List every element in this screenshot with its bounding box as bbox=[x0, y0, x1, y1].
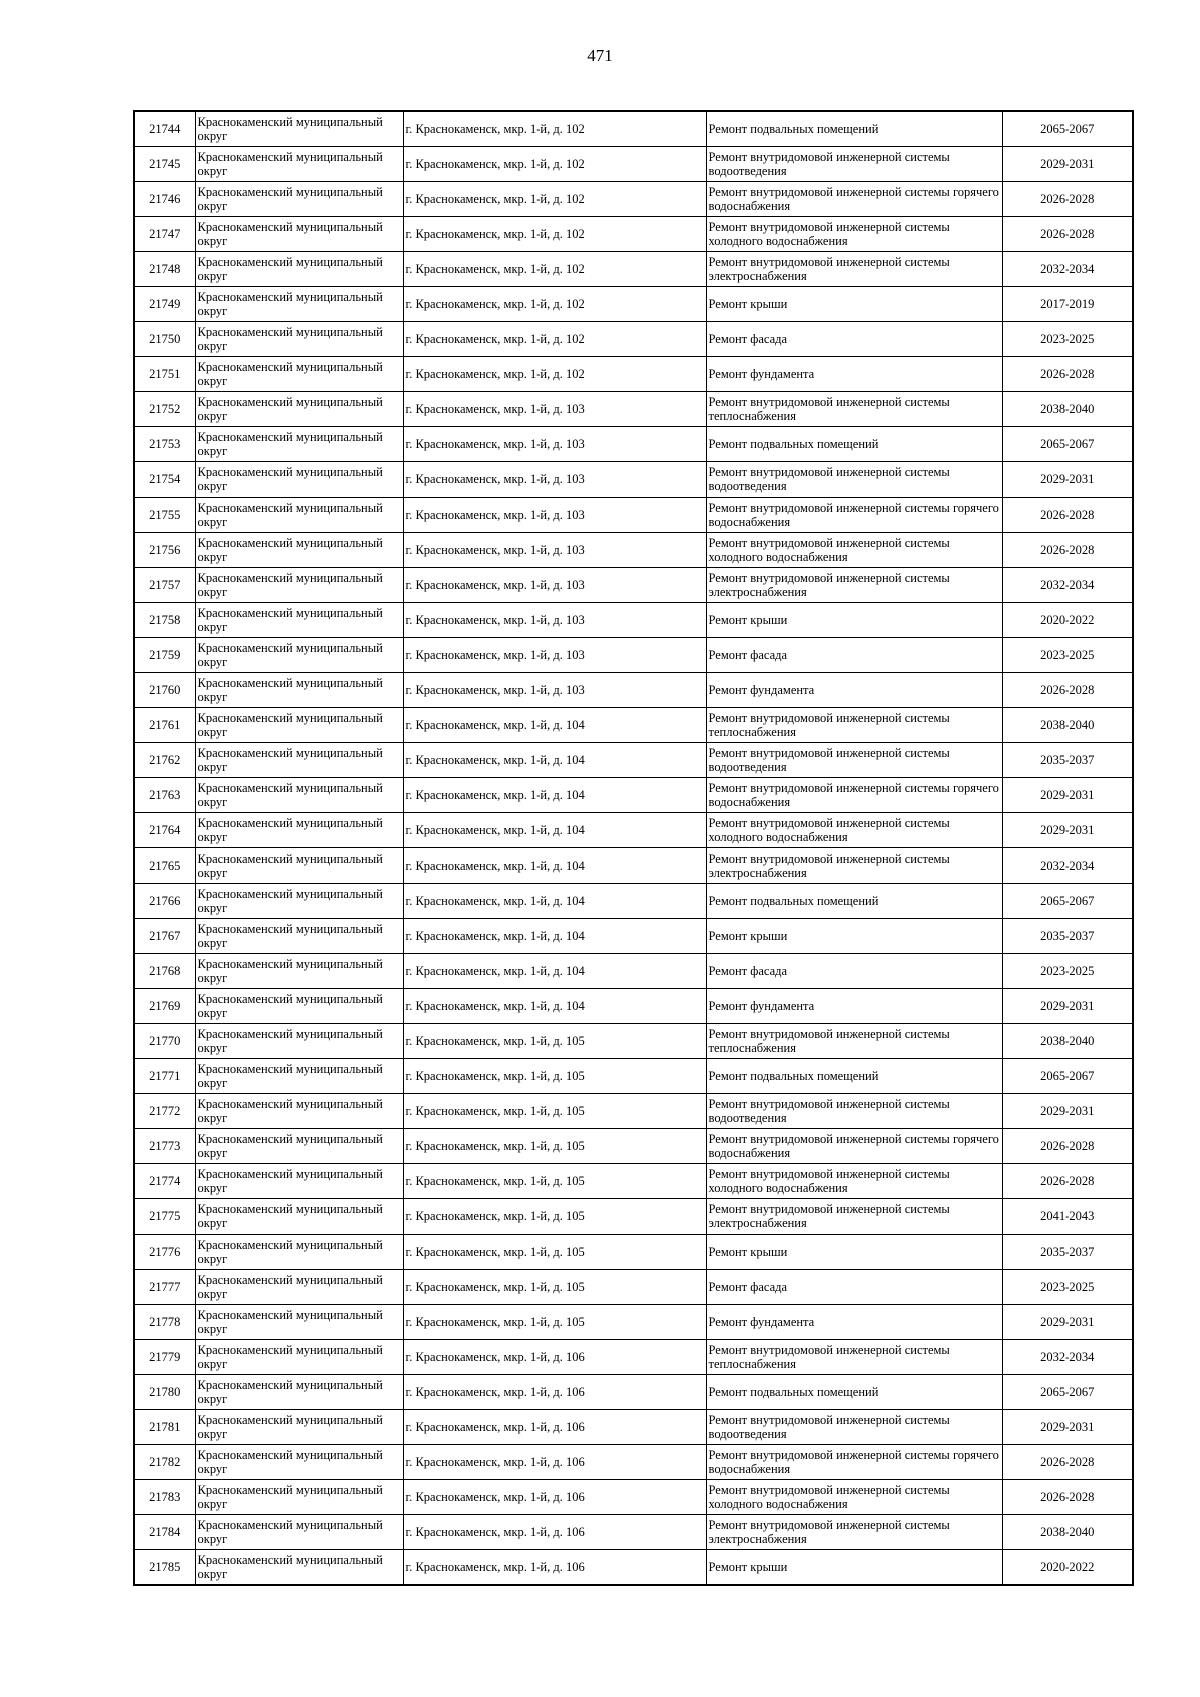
address-cell: г. Краснокаменск, мкр. 1-й, д. 104 bbox=[403, 988, 706, 1023]
table-row bbox=[134, 181, 1133, 216]
address-cell: г. Краснокаменск, мкр. 1-й, д. 103 bbox=[403, 497, 706, 532]
work-type-cell: Ремонт подвальных помещений bbox=[706, 883, 1002, 918]
address-cell: г. Краснокаменск, мкр. 1-й, д. 104 bbox=[403, 778, 706, 813]
work-type-cell: Ремонт крыши bbox=[706, 286, 1002, 321]
work-type-cell: Ремонт внутридомовой инженерной системы водоотведения bbox=[706, 146, 1002, 181]
district-cell: Краснокаменский муниципальный округ bbox=[195, 462, 403, 497]
period-cell: 2029-2031 bbox=[1002, 1094, 1133, 1129]
work-type-cell: Ремонт внутридомовой инженерной системы холодного водоснабжения bbox=[706, 813, 1002, 848]
row-number-cell: 21772 bbox=[134, 1094, 195, 1129]
work-type-cell: Ремонт внутридомовой инженерной системы горячего водоснабжения bbox=[706, 1129, 1002, 1164]
work-type-cell: Ремонт крыши bbox=[706, 918, 1002, 953]
address-cell: г. Краснокаменск, мкр. 1-й, д. 102 bbox=[403, 251, 706, 286]
period-cell: 2029-2031 bbox=[1002, 988, 1133, 1023]
district-cell: Краснокаменский муниципальный округ bbox=[195, 848, 403, 883]
period-cell: 2023-2025 bbox=[1002, 322, 1133, 357]
row-number-cell: 21763 bbox=[134, 778, 195, 813]
row-number-cell: 21762 bbox=[134, 743, 195, 778]
period-cell: 2026-2028 bbox=[1002, 1445, 1133, 1480]
table-row bbox=[134, 462, 1133, 497]
district-cell: Краснокаменский муниципальный округ bbox=[195, 708, 403, 743]
work-type-cell: Ремонт внутридомовой инженерной системы холодного водоснабжения bbox=[706, 1164, 1002, 1199]
district-cell: Краснокаменский муниципальный округ bbox=[195, 1199, 403, 1234]
work-type-cell: Ремонт внутридомовой инженерной системы холодного водоснабжения bbox=[706, 216, 1002, 251]
address-cell: г. Краснокаменск, мкр. 1-й, д. 102 bbox=[403, 322, 706, 357]
row-number-cell: 21754 bbox=[134, 462, 195, 497]
district-cell: Краснокаменский муниципальный округ bbox=[195, 181, 403, 216]
table-row bbox=[134, 778, 1133, 813]
work-type-cell: Ремонт внутридомовой инженерной системы водоотведения bbox=[706, 1094, 1002, 1129]
row-number-cell: 21785 bbox=[134, 1550, 195, 1585]
period-cell: 2020-2022 bbox=[1002, 602, 1133, 637]
address-cell: г. Краснокаменск, мкр. 1-й, д. 105 bbox=[403, 1023, 706, 1058]
row-number-cell: 21781 bbox=[134, 1409, 195, 1444]
period-cell: 2029-2031 bbox=[1002, 778, 1133, 813]
address-cell: г. Краснокаменск, мкр. 1-й, д. 104 bbox=[403, 953, 706, 988]
address-cell: г. Краснокаменск, мкр. 1-й, д. 106 bbox=[403, 1445, 706, 1480]
work-type-cell: Ремонт фундамента bbox=[706, 1304, 1002, 1339]
work-type-cell: Ремонт внутридомовой инженерной системы водоотведения bbox=[706, 462, 1002, 497]
district-cell: Краснокаменский муниципальный округ bbox=[195, 1164, 403, 1199]
table-row bbox=[134, 1339, 1133, 1374]
work-type-cell: Ремонт внутридомовой инженерной системы теплоснабжения bbox=[706, 1339, 1002, 1374]
address-cell: г. Краснокаменск, мкр. 1-й, д. 105 bbox=[403, 1304, 706, 1339]
period-cell: 2026-2028 bbox=[1002, 181, 1133, 216]
table-row bbox=[134, 813, 1133, 848]
row-number-cell: 21760 bbox=[134, 673, 195, 708]
district-cell: Краснокаменский муниципальный округ bbox=[195, 532, 403, 567]
period-cell: 2029-2031 bbox=[1002, 1304, 1133, 1339]
address-cell: г. Краснокаменск, мкр. 1-й, д. 106 bbox=[403, 1374, 706, 1409]
row-number-cell: 21774 bbox=[134, 1164, 195, 1199]
row-number-cell: 21784 bbox=[134, 1515, 195, 1550]
address-cell: г. Краснокаменск, мкр. 1-й, д. 103 bbox=[403, 673, 706, 708]
address-cell: г. Краснокаменск, мкр. 1-й, д. 102 bbox=[403, 357, 706, 392]
work-type-cell: Ремонт подвальных помещений bbox=[706, 427, 1002, 462]
row-number-cell: 21753 bbox=[134, 427, 195, 462]
district-cell: Краснокаменский муниципальный округ bbox=[195, 357, 403, 392]
row-number-cell: 21777 bbox=[134, 1269, 195, 1304]
period-cell: 2065-2067 bbox=[1002, 427, 1133, 462]
district-cell: Краснокаменский муниципальный округ bbox=[195, 392, 403, 427]
table-row bbox=[134, 708, 1133, 743]
period-cell: 2020-2022 bbox=[1002, 1550, 1133, 1585]
work-type-cell: Ремонт внутридомовой инженерной системы теплоснабжения bbox=[706, 392, 1002, 427]
work-type-cell: Ремонт подвальных помещений bbox=[706, 111, 1002, 146]
period-cell: 2023-2025 bbox=[1002, 637, 1133, 672]
address-cell: г. Краснокаменск, мкр. 1-й, д. 105 bbox=[403, 1234, 706, 1269]
work-type-cell: Ремонт внутридомовой инженерной системы электроснабжения bbox=[706, 1199, 1002, 1234]
district-cell: Краснокаменский муниципальный округ bbox=[195, 602, 403, 637]
address-cell: г. Краснокаменск, мкр. 1-й, д. 105 bbox=[403, 1129, 706, 1164]
address-cell: г. Краснокаменск, мкр. 1-й, д. 103 bbox=[403, 637, 706, 672]
row-number-cell: 21761 bbox=[134, 708, 195, 743]
district-cell: Краснокаменский муниципальный округ bbox=[195, 1445, 403, 1480]
page-number: 471 bbox=[587, 46, 613, 65]
row-number-cell: 21780 bbox=[134, 1374, 195, 1409]
address-cell: г. Краснокаменск, мкр. 1-й, д. 102 bbox=[403, 181, 706, 216]
period-cell: 2026-2028 bbox=[1002, 1480, 1133, 1515]
district-cell: Краснокаменский муниципальный округ bbox=[195, 1304, 403, 1339]
table-row bbox=[134, 1129, 1133, 1164]
row-number-cell: 21766 bbox=[134, 883, 195, 918]
period-cell: 2038-2040 bbox=[1002, 392, 1133, 427]
district-cell: Краснокаменский муниципальный округ bbox=[195, 497, 403, 532]
work-type-cell: Ремонт внутридомовой инженерной системы горячего водоснабжения bbox=[706, 497, 1002, 532]
period-cell: 2023-2025 bbox=[1002, 1269, 1133, 1304]
address-cell: г. Краснокаменск, мкр. 1-й, д. 106 bbox=[403, 1515, 706, 1550]
work-type-cell: Ремонт внутридомовой инженерной системы горячего водоснабжения bbox=[706, 778, 1002, 813]
address-cell: г. Краснокаменск, мкр. 1-й, д. 103 bbox=[403, 567, 706, 602]
table-row bbox=[134, 216, 1133, 251]
table-row bbox=[134, 953, 1133, 988]
table-row bbox=[134, 1374, 1133, 1409]
work-type-cell: Ремонт внутридомовой инженерной системы электроснабжения bbox=[706, 567, 1002, 602]
district-cell: Краснокаменский муниципальный округ bbox=[195, 567, 403, 602]
address-cell: г. Краснокаменск, мкр. 1-й, д. 106 bbox=[403, 1480, 706, 1515]
district-cell: Краснокаменский муниципальный округ bbox=[195, 1515, 403, 1550]
district-cell: Краснокаменский муниципальный округ bbox=[195, 322, 403, 357]
address-cell: г. Краснокаменск, мкр. 1-й, д. 102 bbox=[403, 216, 706, 251]
address-cell: г. Краснокаменск, мкр. 1-й, д. 103 bbox=[403, 427, 706, 462]
period-cell: 2029-2031 bbox=[1002, 1409, 1133, 1444]
table-row bbox=[134, 918, 1133, 953]
period-cell: 2026-2028 bbox=[1002, 497, 1133, 532]
address-cell: г. Краснокаменск, мкр. 1-й, д. 106 bbox=[403, 1409, 706, 1444]
work-type-cell: Ремонт фундамента bbox=[706, 673, 1002, 708]
district-cell: Краснокаменский муниципальный округ bbox=[195, 1269, 403, 1304]
district-cell: Краснокаменский муниципальный округ bbox=[195, 251, 403, 286]
district-cell: Краснокаменский муниципальный округ bbox=[195, 743, 403, 778]
period-cell: 2035-2037 bbox=[1002, 743, 1133, 778]
work-type-cell: Ремонт внутридомовой инженерной системы электроснабжения bbox=[706, 1515, 1002, 1550]
period-cell: 2035-2037 bbox=[1002, 918, 1133, 953]
address-cell: г. Краснокаменск, мкр. 1-й, д. 106 bbox=[403, 1339, 706, 1374]
address-cell: г. Краснокаменск, мкр. 1-й, д. 103 bbox=[403, 532, 706, 567]
row-number-cell: 21764 bbox=[134, 813, 195, 848]
district-cell: Краснокаменский муниципальный округ bbox=[195, 1550, 403, 1585]
row-number-cell: 21752 bbox=[134, 392, 195, 427]
district-cell: Краснокаменский муниципальный округ bbox=[195, 1129, 403, 1164]
row-number-cell: 21770 bbox=[134, 1023, 195, 1058]
work-type-cell: Ремонт фасада bbox=[706, 953, 1002, 988]
period-cell: 2065-2067 bbox=[1002, 1059, 1133, 1094]
address-cell: г. Краснокаменск, мкр. 1-й, д. 106 bbox=[403, 1550, 706, 1585]
period-cell: 2032-2034 bbox=[1002, 848, 1133, 883]
address-cell: г. Краснокаменск, мкр. 1-й, д. 104 bbox=[403, 918, 706, 953]
work-type-cell: Ремонт крыши bbox=[706, 1234, 1002, 1269]
district-cell: Краснокаменский муниципальный округ bbox=[195, 883, 403, 918]
district-cell: Краснокаменский муниципальный округ bbox=[195, 216, 403, 251]
work-type-cell: Ремонт внутридомовой инженерной системы теплоснабжения bbox=[706, 1023, 1002, 1058]
work-type-cell: Ремонт внутридомовой инженерной системы теплоснабжения bbox=[706, 708, 1002, 743]
work-type-cell: Ремонт внутридомовой инженерной системы холодного водоснабжения bbox=[706, 532, 1002, 567]
address-cell: г. Краснокаменск, мкр. 1-й, д. 104 bbox=[403, 813, 706, 848]
period-cell: 2026-2028 bbox=[1002, 357, 1133, 392]
row-number-cell: 21759 bbox=[134, 637, 195, 672]
address-cell: г. Краснокаменск, мкр. 1-й, д. 105 bbox=[403, 1059, 706, 1094]
work-type-cell: Ремонт внутридомовой инженерной системы холодного водоснабжения bbox=[706, 1480, 1002, 1515]
row-number-cell: 21755 bbox=[134, 497, 195, 532]
work-type-cell: Ремонт подвальных помещений bbox=[706, 1374, 1002, 1409]
period-cell: 2065-2067 bbox=[1002, 111, 1133, 146]
table-row bbox=[134, 1269, 1133, 1304]
period-cell: 2038-2040 bbox=[1002, 708, 1133, 743]
work-type-cell: Ремонт фасада bbox=[706, 637, 1002, 672]
table-row bbox=[134, 427, 1133, 462]
work-type-cell: Ремонт фасада bbox=[706, 1269, 1002, 1304]
table-row bbox=[134, 146, 1133, 181]
address-cell: г. Краснокаменск, мкр. 1-й, д. 103 bbox=[403, 462, 706, 497]
row-number-cell: 21782 bbox=[134, 1445, 195, 1480]
district-cell: Краснокаменский муниципальный округ bbox=[195, 1409, 403, 1444]
row-number-cell: 21756 bbox=[134, 532, 195, 567]
district-cell: Краснокаменский муниципальный округ bbox=[195, 427, 403, 462]
table-row bbox=[134, 392, 1133, 427]
work-type-cell: Ремонт фасада bbox=[706, 322, 1002, 357]
row-number-cell: 21751 bbox=[134, 357, 195, 392]
table-row bbox=[134, 1023, 1133, 1058]
row-number-cell: 21750 bbox=[134, 322, 195, 357]
row-number-cell: 21769 bbox=[134, 988, 195, 1023]
period-cell: 2029-2031 bbox=[1002, 813, 1133, 848]
row-number-cell: 21771 bbox=[134, 1059, 195, 1094]
district-cell: Краснокаменский муниципальный округ bbox=[195, 637, 403, 672]
district-cell: Краснокаменский муниципальный округ bbox=[195, 953, 403, 988]
table-row bbox=[134, 1409, 1133, 1444]
work-type-cell: Ремонт внутридомовой инженерной системы горячего водоснабжения bbox=[706, 181, 1002, 216]
table-row bbox=[134, 1164, 1133, 1199]
period-cell: 2065-2067 bbox=[1002, 883, 1133, 918]
period-cell: 2026-2028 bbox=[1002, 532, 1133, 567]
address-cell: г. Краснокаменск, мкр. 1-й, д. 105 bbox=[403, 1269, 706, 1304]
work-type-cell: Ремонт фундамента bbox=[706, 988, 1002, 1023]
work-type-cell: Ремонт подвальных помещений bbox=[706, 1059, 1002, 1094]
district-cell: Краснокаменский муниципальный округ bbox=[195, 146, 403, 181]
district-cell: Краснокаменский муниципальный округ bbox=[195, 918, 403, 953]
address-cell: г. Краснокаменск, мкр. 1-й, д. 105 bbox=[403, 1199, 706, 1234]
work-type-cell: Ремонт внутридомовой инженерной системы водоотведения bbox=[706, 743, 1002, 778]
address-cell: г. Краснокаменск, мкр. 1-й, д. 102 bbox=[403, 146, 706, 181]
repair-schedule-table bbox=[133, 110, 1134, 1586]
table-row bbox=[134, 1515, 1133, 1550]
period-cell: 2038-2040 bbox=[1002, 1023, 1133, 1058]
table-body bbox=[134, 111, 1133, 1585]
table-row bbox=[134, 286, 1133, 321]
work-type-cell: Ремонт внутридомовой инженерной системы горячего водоснабжения bbox=[706, 1445, 1002, 1480]
address-cell: г. Краснокаменск, мкр. 1-й, д. 104 bbox=[403, 883, 706, 918]
row-number-cell: 21779 bbox=[134, 1339, 195, 1374]
district-cell: Краснокаменский муниципальный округ bbox=[195, 778, 403, 813]
table-row bbox=[134, 357, 1133, 392]
row-number-cell: 21744 bbox=[134, 111, 195, 146]
period-cell: 2023-2025 bbox=[1002, 953, 1133, 988]
district-cell: Краснокаменский муниципальный округ bbox=[195, 111, 403, 146]
table-row bbox=[134, 1550, 1133, 1585]
row-number-cell: 21757 bbox=[134, 567, 195, 602]
period-cell: 2038-2040 bbox=[1002, 1515, 1133, 1550]
table-row bbox=[134, 532, 1133, 567]
address-cell: г. Краснокаменск, мкр. 1-й, д. 104 bbox=[403, 708, 706, 743]
district-cell: Краснокаменский муниципальный округ bbox=[195, 673, 403, 708]
period-cell: 2026-2028 bbox=[1002, 1129, 1133, 1164]
district-cell: Краснокаменский муниципальный округ bbox=[195, 988, 403, 1023]
table-row bbox=[134, 637, 1133, 672]
district-cell: Краснокаменский муниципальный округ bbox=[195, 1094, 403, 1129]
work-type-cell: Ремонт крыши bbox=[706, 602, 1002, 637]
period-cell: 2017-2019 bbox=[1002, 286, 1133, 321]
district-cell: Краснокаменский муниципальный округ bbox=[195, 1480, 403, 1515]
period-cell: 2032-2034 bbox=[1002, 1339, 1133, 1374]
table-row bbox=[134, 1445, 1133, 1480]
table-row bbox=[134, 848, 1133, 883]
work-type-cell: Ремонт внутридомовой инженерной системы водоотведения bbox=[706, 1409, 1002, 1444]
work-type-cell: Ремонт внутридомовой инженерной системы электроснабжения bbox=[706, 251, 1002, 286]
row-number-cell: 21745 bbox=[134, 146, 195, 181]
work-type-cell: Ремонт фундамента bbox=[706, 357, 1002, 392]
address-cell: г. Краснокаменск, мкр. 1-й, д. 105 bbox=[403, 1094, 706, 1129]
address-cell: г. Краснокаменск, мкр. 1-й, д. 103 bbox=[403, 602, 706, 637]
period-cell: 2026-2028 bbox=[1002, 1164, 1133, 1199]
period-cell: 2026-2028 bbox=[1002, 673, 1133, 708]
row-number-cell: 21765 bbox=[134, 848, 195, 883]
row-number-cell: 21775 bbox=[134, 1199, 195, 1234]
period-cell: 2029-2031 bbox=[1002, 462, 1133, 497]
table-row bbox=[134, 567, 1133, 602]
table-row bbox=[134, 988, 1133, 1023]
table-row bbox=[134, 497, 1133, 532]
table-row bbox=[134, 673, 1133, 708]
address-cell: г. Краснокаменск, мкр. 1-й, д. 104 bbox=[403, 743, 706, 778]
row-number-cell: 21783 bbox=[134, 1480, 195, 1515]
table-row bbox=[134, 1059, 1133, 1094]
address-cell: г. Краснокаменск, мкр. 1-й, д. 103 bbox=[403, 392, 706, 427]
row-number-cell: 21748 bbox=[134, 251, 195, 286]
address-cell: г. Краснокаменск, мкр. 1-й, д. 102 bbox=[403, 111, 706, 146]
district-cell: Краснокаменский муниципальный округ bbox=[195, 1374, 403, 1409]
period-cell: 2029-2031 bbox=[1002, 146, 1133, 181]
period-cell: 2065-2067 bbox=[1002, 1374, 1133, 1409]
row-number-cell: 21758 bbox=[134, 602, 195, 637]
table-row bbox=[134, 1304, 1133, 1339]
table-row bbox=[134, 1480, 1133, 1515]
work-type-cell: Ремонт крыши bbox=[706, 1550, 1002, 1585]
district-cell: Краснокаменский муниципальный округ bbox=[195, 1059, 403, 1094]
period-cell: 2041-2043 bbox=[1002, 1199, 1133, 1234]
work-type-cell: Ремонт внутридомовой инженерной системы электроснабжения bbox=[706, 848, 1002, 883]
row-number-cell: 21747 bbox=[134, 216, 195, 251]
row-number-cell: 21768 bbox=[134, 953, 195, 988]
table-row bbox=[134, 602, 1133, 637]
address-cell: г. Краснокаменск, мкр. 1-й, д. 105 bbox=[403, 1164, 706, 1199]
period-cell: 2026-2028 bbox=[1002, 216, 1133, 251]
table-row bbox=[134, 743, 1133, 778]
table-row bbox=[134, 111, 1133, 146]
table-row bbox=[134, 883, 1133, 918]
period-cell: 2032-2034 bbox=[1002, 251, 1133, 286]
district-cell: Краснокаменский муниципальный округ bbox=[195, 286, 403, 321]
row-number-cell: 21749 bbox=[134, 286, 195, 321]
table-row bbox=[134, 322, 1133, 357]
table-row bbox=[134, 1199, 1133, 1234]
table-row bbox=[134, 251, 1133, 286]
period-cell: 2032-2034 bbox=[1002, 567, 1133, 602]
address-cell: г. Краснокаменск, мкр. 1-й, д. 104 bbox=[403, 848, 706, 883]
table-row bbox=[134, 1234, 1133, 1269]
district-cell: Краснокаменский муниципальный округ bbox=[195, 1234, 403, 1269]
table-row bbox=[134, 1094, 1133, 1129]
district-cell: Краснокаменский муниципальный округ bbox=[195, 1339, 403, 1374]
address-cell: г. Краснокаменск, мкр. 1-й, д. 102 bbox=[403, 286, 706, 321]
row-number-cell: 21773 bbox=[134, 1129, 195, 1164]
row-number-cell: 21778 bbox=[134, 1304, 195, 1339]
district-cell: Краснокаменский муниципальный округ bbox=[195, 813, 403, 848]
period-cell: 2035-2037 bbox=[1002, 1234, 1133, 1269]
district-cell: Краснокаменский муниципальный округ bbox=[195, 1023, 403, 1058]
row-number-cell: 21767 bbox=[134, 918, 195, 953]
row-number-cell: 21776 bbox=[134, 1234, 195, 1269]
row-number-cell: 21746 bbox=[134, 181, 195, 216]
